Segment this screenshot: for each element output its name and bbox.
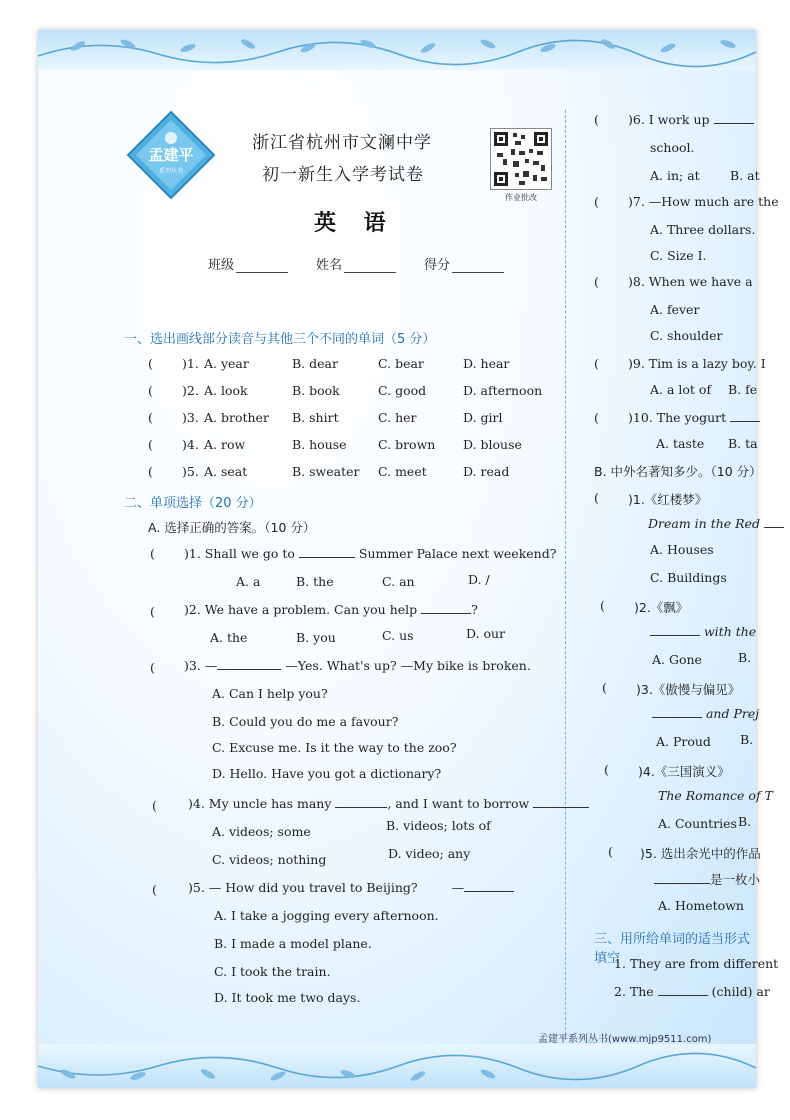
logo-text: 孟建平 [148,146,194,164]
s2-q2-c: C. us [382,628,414,643]
b2-line [650,624,756,639]
class-label: 班级 [208,258,235,273]
s2-q5-text: — How did you travel to Beijing? [208,880,418,895]
r-q6-text: I work up [648,112,710,127]
section2-subtitle: A. 选择正确的答案。（10 分） [148,520,316,535]
section3-title: 三、用所给单词的适当形式填空 [594,932,751,966]
s2-q1-b: B. the [296,574,334,589]
s2-q4-d: D. video; any [388,846,471,861]
s2-q4 [188,796,589,811]
s1-q5-a: A. seat [204,464,248,479]
r-q6 [628,112,754,127]
score-field[interactable] [424,254,504,273]
r-q8-c: C. shoulder [650,328,723,343]
answer-paren[interactable]: ( [594,112,599,127]
s1-q2-num: )2. [182,383,199,398]
r-q9-num: )9. [628,356,645,371]
r-q10-num: )10. [628,410,653,425]
b2-line-text: with the [703,624,757,639]
r-q8-text: When we have a [648,274,753,289]
r-q7-num: )7. [628,194,645,209]
s1-q4-d: D. blouse [463,437,522,452]
s2-q4-num: )4. [188,796,205,811]
answer-paren[interactable]: ( [594,194,599,209]
b3-a: A. Proud [656,734,711,749]
answer-paren[interactable]: ( [152,798,157,813]
s2-q2 [184,602,478,617]
s2-q5-a: A. I take a jogging every afternoon. [214,908,439,923]
answer-paren[interactable]: ( [148,383,153,398]
s2-q3-dash: — [204,658,218,673]
s2-q3-end: —My bike is broken. [400,658,531,673]
b1-c: C. Buildings [650,570,727,585]
s3-item-2 [614,984,770,999]
s2-q2-after: ? [471,602,478,617]
subject-title: 英 语 [314,210,396,236]
s1-q3-num: )3. [182,410,199,425]
class-field[interactable] [208,254,288,273]
r-q10 [628,410,760,425]
column-divider [565,110,566,1040]
b2-num: )2.《飘》 [634,600,689,615]
answer-paren[interactable]: ( [150,546,155,561]
s1-q5-num: )5. [182,464,199,479]
exam-title: 初一新生入学考试卷 [262,165,424,185]
answer-paren[interactable]: ( [602,680,607,695]
answer-paren[interactable]: ( [148,410,153,425]
section2-title: 二、单项选择（20 分） [124,496,262,511]
b3-num: )3.《傲慢与偏见》 [636,682,741,697]
s2-q3-num: )3. [184,658,201,673]
r-q6-cont: school. [650,140,695,155]
s3-item-2-b: (child) ar [711,984,770,999]
b2-b: B. [738,650,752,665]
s1-q5-c: C. meet [378,464,427,479]
b4-num: )4.《三国演义》 [638,764,730,779]
answer-paren[interactable]: ( [604,762,609,777]
exam-page [38,30,779,1088]
answer-blank[interactable] [764,517,784,528]
b1-num: )1.《红楼梦》 [628,492,708,507]
s2-q5-c: C. I took the train. [214,964,331,979]
s2-q3-b: B. Could you do me a favour? [212,714,399,729]
s2-q4-before: My uncle has many [208,796,332,811]
answer-blank[interactable] [533,797,589,808]
s2-q5-dash: — [451,880,465,895]
r-q10-b: B. ta [728,436,758,451]
b4-a: A. Countries [658,816,737,831]
r-q7-a: A. Three dollars. [650,222,756,237]
top-vine-border [38,30,756,70]
answer-paren[interactable]: ( [148,356,153,371]
answer-blank[interactable] [217,659,281,670]
b1-line [648,516,784,531]
answer-blank[interactable] [421,603,471,614]
s2-q5-d: D. It took me two days. [214,990,361,1005]
s1-q1-c: C. bear [378,356,424,371]
s1-q4-b: B. house [292,437,347,452]
b4-line: The Romance of T [658,788,773,803]
r-q8 [628,274,753,289]
b1-line-text: Dream in the Red [648,516,760,531]
s2-q1-d: D. / [468,572,490,587]
r-q8-num: )8. [628,274,645,289]
answer-blank[interactable] [299,547,355,558]
answer-paren[interactable]: ( [600,598,605,613]
r-q9-b: B. fe [728,382,758,397]
b1-a: A. Houses [650,542,714,557]
s1-q4-c: C. brown [378,437,436,452]
answer-blank[interactable] [654,873,710,884]
s1-q5-d: D. read [463,464,510,479]
s2-q3 [184,658,531,673]
answer-paren[interactable]: ( [594,274,599,289]
s2-q2-a: A. the [210,630,248,645]
answer-paren[interactable]: ( [594,356,599,371]
b5-num: )5. 选出余光中的作品 [640,846,761,861]
s2-q1-c: C. an [382,574,415,589]
qr-code[interactable] [490,128,552,190]
name-field[interactable] [316,254,396,273]
answer-paren[interactable]: ( [148,464,153,479]
b3-b: B. [740,732,754,747]
b5-a: A. Hometown [658,898,744,913]
qr-caption: 作业批改 [505,193,537,202]
r-q9-a: A. a lot of [650,382,712,397]
r-q6-a: A. in; at [650,168,700,183]
s2-q2-before: We have a problem. Can you help [204,602,418,617]
answer-paren[interactable]: ( [150,660,155,675]
r-q7 [628,194,779,209]
b3-line-text: and Prej [705,706,760,721]
r-q9 [628,356,766,371]
answer-paren[interactable]: ( [594,410,599,425]
s1-q1-num: )1. [182,356,199,371]
r-q6-num: )6. [628,112,645,127]
logo-subtext: 系列丛书 [158,168,184,175]
b3-line [652,706,759,721]
b2-a: A. Gone [652,652,702,667]
s1-q2-b: B. book [292,383,340,398]
s2-q2-b: B. you [296,630,336,645]
s1-q4-num: )4. [182,437,199,452]
s1-q3-a: A. brother [204,410,269,425]
b-section-title: B. 中外名著知多少。（10 分） [594,464,762,479]
r-q7-text: —How much are the [648,194,779,209]
s2-q1-after: Summer Palace next weekend? [358,546,557,561]
answer-paren[interactable]: ( [150,604,155,619]
s1-q1-b: B. dear [292,356,338,371]
s1-q3-d: D. girl [463,410,503,425]
b5-line [654,870,760,888]
answer-paren[interactable]: ( [608,844,613,859]
s2-q4-mid: , and I want to borrow [387,796,530,811]
s2-q5-num: )5. [188,880,205,895]
answer-blank[interactable] [652,707,702,718]
s2-q3-mid: —Yes. What's up? [285,658,397,673]
answer-blank[interactable] [650,625,700,636]
s1-q4-a: A. row [204,437,246,452]
answer-blank[interactable] [714,113,754,124]
s1-q3-b: B. shirt [292,410,339,425]
r-q6-b: B. at [730,168,760,183]
s2-q4-a: A. videos; some [212,824,311,839]
s1-q2-a: A. look [204,383,248,398]
r-q9-text: Tim is a lazy boy. I [648,356,766,371]
bottom-vine-border [38,1044,756,1088]
answer-paren[interactable]: ( [152,882,157,897]
publisher-logo [126,110,216,200]
s2-q1-before: Shall we go to [204,546,295,561]
s3-item-1: 1. They are from different [614,956,779,971]
answer-blank[interactable] [658,985,708,996]
b4-b: B. [738,814,752,829]
s1-q2-d: D. afternoon [463,383,543,398]
s2-q3-c: C. Excuse me. Is it the way to the zoo? [212,740,457,755]
s1-q5-b: B. sweater [292,464,360,479]
s2-q1 [184,546,556,561]
s1-q1-a: A. year [204,356,249,371]
s2-q3-a: A. Can I help you? [212,686,328,701]
vine-decoration [38,30,756,70]
footer-publisher: 孟建平系列丛书(www.mjp9511.com) [538,1034,712,1045]
name-label: 姓名 [316,258,343,273]
s2-q1-a: A. a [236,574,261,589]
r-q10-text: The yogurt [656,410,727,425]
answer-blank[interactable] [464,881,514,892]
s2-q1-num: )1. [184,546,201,561]
r-q8-a: A. fever [650,302,700,317]
r-q10-a: A. taste [656,436,705,451]
s2-q5 [188,880,514,895]
s3-item-2-a: 2. The [614,984,654,999]
s2-q2-d: D. our [466,626,506,641]
r-q7-c: C. Size I. [650,248,707,263]
s2-q2-num: )2. [184,602,201,617]
answer-paren[interactable]: ( [148,437,153,452]
answer-paren[interactable]: ( [594,490,599,505]
score-label: 得分 [424,258,451,273]
s2-q4-c: C. videos; nothing [212,852,327,867]
s1-q3-c: C. her [378,410,417,425]
section1-title: 一、选出画线部分读音与其他三个不同的单词（5 分） [124,332,436,347]
s1-q1-d: D. hear [463,356,510,371]
school-name: 浙江省杭州市文澜中学 [252,133,432,153]
s2-q5-b: B. I made a model plane. [214,936,372,951]
s1-q2-c: C. good [378,383,427,398]
vine-decoration [38,1044,756,1088]
b5-line-text: 是一枚小 [710,872,761,887]
s2-q3-d: D. Hello. Have you got a dictionary? [212,766,442,781]
s2-q4-b: B. videos; lots of [386,818,491,833]
answer-blank[interactable] [335,797,387,808]
answer-blank[interactable] [730,411,760,422]
